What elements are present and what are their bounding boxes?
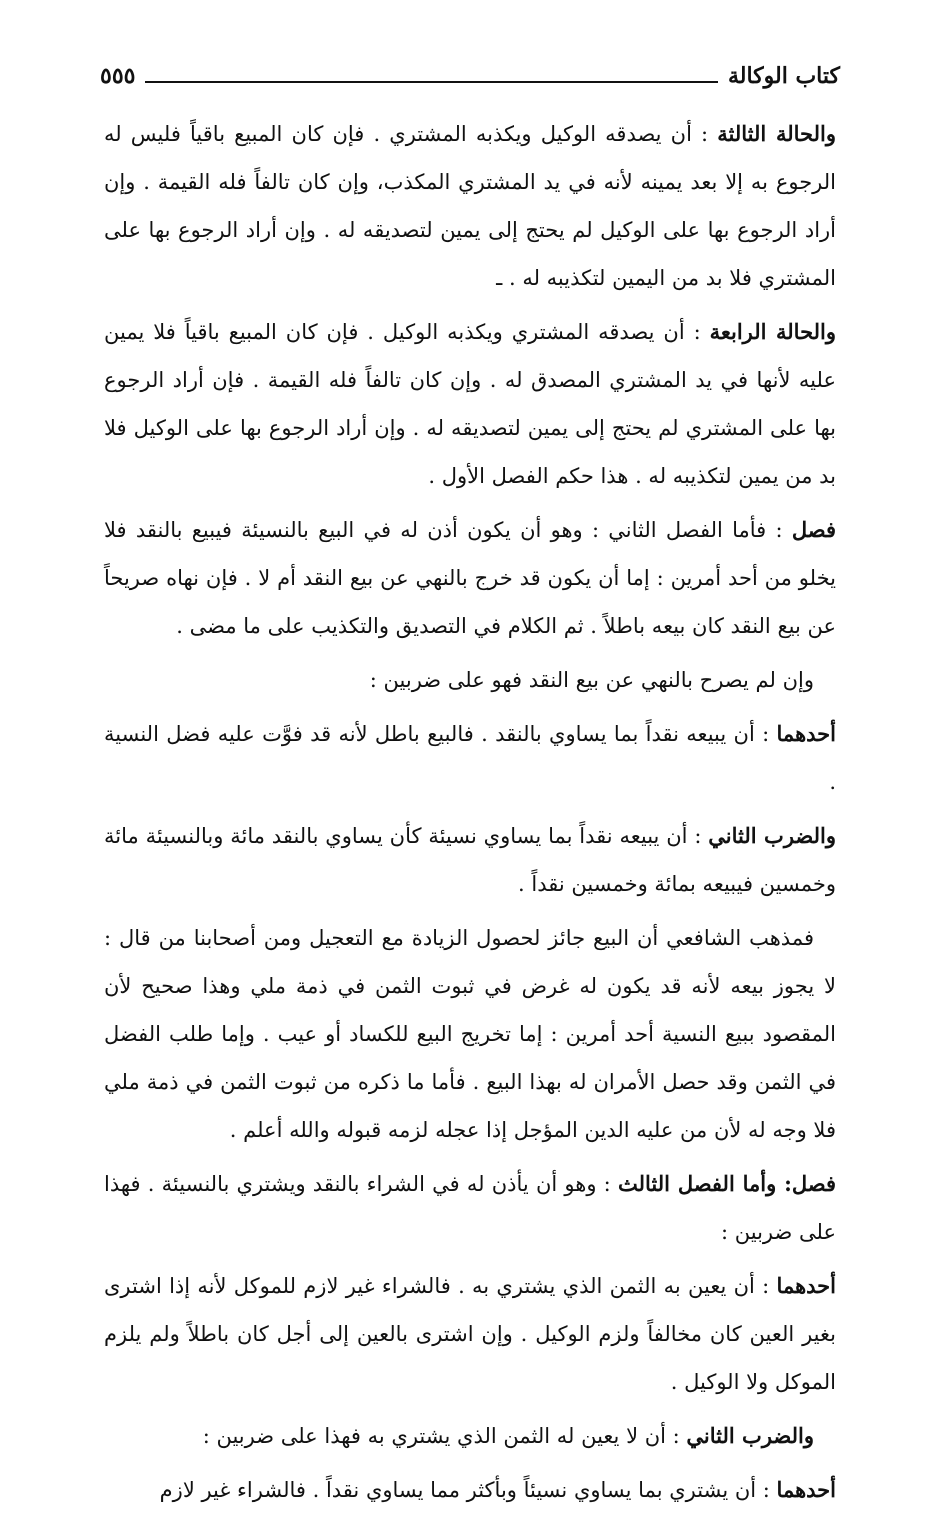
paragraph-text: : أن يبيعه نقداً بما يساوي بالنقد . فالبيع باطل لأنه قد فوَّت عليه فضل النسية . [104, 722, 836, 794]
paragraph-text: : أن يبيعه نقداً بما يساوي نسيئة كأن يساوي بالنقد مائة وبالنسيئة مائة وخمسين فيبيعه بمائة وخمسين نقداً . [104, 824, 836, 896]
paragraph [104, 506, 836, 650]
paragraph-text: : وهو أن يأذن له في الشراء بالنقد ويشتري بالنسيئة . فهذا على ضربين : [104, 1172, 836, 1244]
header-rule [145, 81, 718, 83]
paragraph-lead: أحدهما [776, 1273, 836, 1298]
page-body [104, 110, 836, 1520]
paragraph-lead: فصل: وأما الفصل الثالث [617, 1171, 837, 1196]
paragraph [104, 1262, 836, 1406]
paragraph-lead: أحدهما [776, 721, 836, 746]
paragraph-lead: والحالة الثالثة [717, 121, 836, 146]
book-title: كتاب الوكالة [727, 63, 840, 89]
paragraph [104, 656, 836, 704]
paragraph [104, 710, 836, 806]
paragraph-text: : أن يشتري بما يساوي نسيئاً وبأكثر مما يساوي نقداً . فالشراء غير لازم [159, 1478, 770, 1502]
paragraph [104, 812, 836, 908]
paragraph-lead: فصل [791, 517, 836, 542]
paragraph [104, 1466, 836, 1514]
paragraph-lead: والضرب الثاني [686, 1423, 814, 1448]
paragraph-lead: والضرب الثاني [708, 823, 836, 848]
paragraph [104, 1412, 836, 1460]
paragraph-lead: والحالة الرابعة [709, 319, 837, 344]
paragraph-text: : أن يعين به الثمن الذي يشتري به . فالشراء غير لازم للموكل لأنه إذا اشترى بغير العين كان مخالفاً ولزم الوكيل . وإن اشترى بالعين إلى أجل كان باطلاً ولم يلزم الموكل ولا الوكيل . [104, 1274, 836, 1394]
paragraph [104, 914, 836, 1154]
paragraph-text: : أن يصدقه الوكيل ويكذبه المشتري . فإن كان المبيع باقياً فليس له الرجوع به إلا بعد يمينه لأنه في يد المشتري المكذب، وإن كان تالفاً فله القيمة . وإن أراد الرجوع بها على الوكيل لم يحتج إلى يمين لتصديقه له . وإن أراد الرجوع بها على المشتري فلا بد من اليمين لتكذيبه له . ـ [104, 122, 836, 290]
paragraph [104, 308, 836, 500]
paragraph-text: : أن لا يعين له الثمن الذي يشتري به فهذا على ضربين : [202, 1424, 680, 1448]
running-header [100, 58, 840, 94]
paragraph-text: : أن يصدقه المشتري ويكذبه الوكيل . فإن كان المبيع باقياً فلا يمين عليه لأنها في يد المشتري المصدق له . وإن كان تالفاً فله القيمة . فإن أراد الرجوع بها على المشتري لم يحتج إلى يمين لتصديقه له . وإن أراد الرجوع بها على الوكيل فلا بد من يمين لتكذيبه له . هذا حكم الفصل الأول . [104, 320, 836, 488]
paragraph-lead: أحدهما [776, 1477, 836, 1502]
paragraph-text: وإن لم يصرح بالنهي عن بيع النقد فهو على ضربين : [369, 668, 814, 692]
paragraph-text: فمذهب الشافعي أن البيع جائز لحصول الزيادة مع التعجيل ومن أصحابنا من قال : لا يجوز بيعه لأنه قد يكون له غرض في ثبوت الثمن في ذمة ملي وهذا صحيح لأن المقصود ببيع النسية أحد أمرين : إما تخريج البيع للكساد أو عيب . وإما طلب الفضل في الثمن وقد حصل الأمران له بهذا البيع . فأما ما ذكره من ثبوت الثمن في ذمة ملي فلا وجه له لأن من عليه الدين المؤجل إذا عجله لزمه قبوله والله أعلم . [104, 926, 836, 1142]
page-number: ٥٥٥ [100, 63, 136, 89]
paragraph [104, 110, 836, 302]
paragraph-text: : فأما الفصل الثاني : وهو أن يكون أذن له في البيع بالنسيئة فيبيع بالنقد فلا يخلو من أحد أمرين : إما أن يكون قد خرج بالنهي عن بيع النقد أم لا . فإن نهاه صريحاً عن بيع النقد كان بيعه باطلاً . ثم الكلام في التصديق والتكذيب على ما مضى . [104, 518, 836, 638]
paragraph [104, 1160, 836, 1256]
